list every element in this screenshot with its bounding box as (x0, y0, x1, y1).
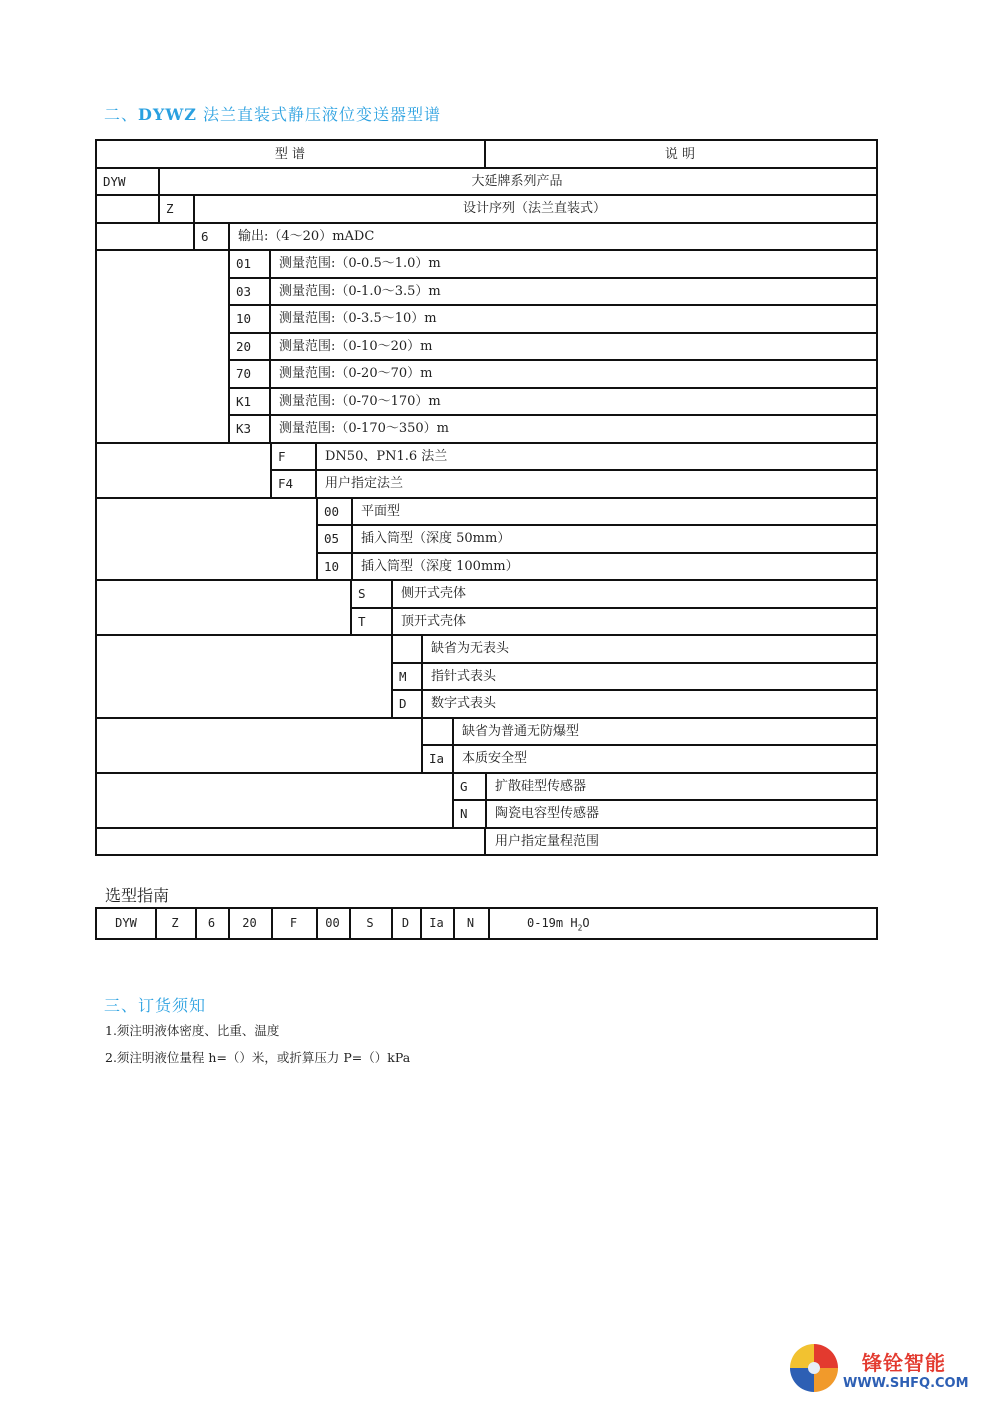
guide-cell-range: 20 (242, 916, 257, 930)
section-2-prefix: 二、 (104, 105, 139, 124)
spec-row-code: 03 (236, 284, 252, 299)
grid-line (391, 662, 393, 689)
guide-cell-type: 00 (325, 916, 340, 930)
grid-line (452, 717, 454, 744)
spec-row-code: 10 (236, 311, 252, 326)
grid-line (95, 442, 876, 444)
grid-line (391, 579, 393, 607)
spec-row-code: D (399, 696, 407, 711)
grid-line (485, 799, 487, 827)
grid-line (95, 222, 876, 224)
spec-row-description: 平面型 (361, 504, 401, 519)
range-sub: 2 (577, 923, 583, 933)
grid-line (391, 607, 393, 634)
guide-cell-z: Z (171, 916, 179, 930)
spec-row-code: 00 (324, 504, 340, 519)
spec-row-description: DN50、PN1.6 法兰 (325, 449, 448, 464)
grid-line (228, 332, 230, 359)
section-3-title: 三、订货须知 (104, 996, 207, 1015)
spec-row-description: 测量范围:（0-20～70）m (279, 366, 433, 381)
spec-row-code: N (460, 806, 468, 821)
range-suffix: O (582, 916, 590, 930)
model-spec-table (95, 139, 878, 856)
spec-row-code: K3 (236, 421, 252, 436)
spec-row-code: 01 (236, 256, 252, 271)
guide-cell-housing: S (366, 916, 374, 930)
grid-line (350, 607, 352, 634)
spec-row-description: 测量范围:（0-0.5～1.0）m (279, 256, 441, 271)
guide-cell-dyw: DYW (115, 916, 137, 930)
note-1: 1.须注明液体密度、比重、温度 (105, 1023, 280, 1038)
grid-line (351, 497, 353, 524)
grid-line (193, 222, 195, 249)
grid-line (315, 442, 317, 469)
spec-row-description: 数字式表头 (431, 696, 497, 711)
grid-line (270, 442, 272, 469)
spec-row-code: Z (166, 201, 174, 216)
spec-row-code: Ia (429, 751, 445, 766)
grid-line (95, 249, 876, 251)
grid-line (351, 552, 353, 579)
spec-row-description: 设计序列（法兰直装式） (462, 201, 606, 216)
company-name: 锋铨智能 (862, 1351, 946, 1375)
grid-line (316, 552, 318, 579)
spec-row-description: 测量范围:（0-1.0～3.5）m (279, 284, 441, 299)
spec-row-description: 输出:（4～20）mADC (238, 229, 375, 244)
grid-line (421, 717, 423, 744)
spec-row-code: F (278, 449, 286, 464)
grid-line (391, 689, 393, 717)
grid-line (228, 222, 230, 249)
grid-line (269, 387, 271, 414)
guide-cell-sensor: N (466, 916, 475, 930)
grid-line (228, 414, 230, 442)
selection-guide-table (95, 907, 878, 940)
grid-line (421, 689, 423, 717)
grid-line (315, 469, 317, 497)
guide-cell-range-value (527, 909, 590, 942)
section-2-code: DYWZ (138, 105, 197, 124)
spec-row-description: 扩散硅型传感器 (495, 779, 587, 794)
spec-row-description: 测量范围:（0-10～20）m (279, 339, 433, 354)
grid-line (391, 634, 393, 662)
grid-line (316, 497, 318, 524)
grid-line (270, 469, 272, 497)
section-2-rest: 法兰直装式静压液位变送器型谱 (196, 105, 442, 124)
grid-line (488, 907, 490, 940)
company-url: WWW.SHFQ.COM (843, 1376, 969, 1391)
grid-line (269, 359, 271, 387)
grid-line (269, 332, 271, 359)
grid-line (452, 772, 454, 799)
spec-row-description: 顶开式壳体 (401, 614, 467, 629)
spec-row-description: 用户指定量程范围 (495, 834, 600, 849)
grid-line (228, 387, 230, 414)
spec-row-code: 10 (324, 559, 340, 574)
guide-title: 选型指南 (105, 886, 170, 905)
range-prefix: 0-19m H (527, 916, 578, 930)
spec-row-code: 05 (324, 531, 340, 546)
note-2: 2.须注明液位量程 h=（）米，或折算压力 P=（）kPa (105, 1050, 411, 1065)
grid-line (421, 634, 423, 662)
section-2-title (104, 102, 441, 125)
spec-row-description: 插入筒型（深度 50mm） (361, 531, 511, 546)
grid-line (269, 414, 271, 442)
spec-row-description: 侧开式壳体 (401, 586, 467, 601)
grid-line (350, 579, 352, 607)
spec-row-code: DYW (103, 174, 126, 189)
guide-cell-meter: D (401, 916, 410, 930)
grid-line (95, 497, 876, 499)
spec-row-description: 测量范围:（0-170～350）m (279, 421, 449, 436)
grid-line (269, 277, 271, 304)
guide-cell-explosion: Ia (429, 916, 444, 930)
spec-row-code: F4 (278, 476, 294, 491)
grid-line (421, 744, 423, 772)
spec-row-code: 70 (236, 366, 252, 381)
spec-row-code: G (460, 779, 468, 794)
spec-row-code: T (358, 614, 366, 629)
company-logo-icon (786, 1340, 842, 1396)
grid-line (228, 249, 230, 277)
spec-row-description: 测量范围:（0-70～170）m (279, 394, 441, 409)
spec-row-description: 用户指定法兰 (325, 476, 404, 491)
grid-line (316, 524, 318, 552)
grid-line (484, 827, 486, 854)
spec-row-description: 插入筒型（深度 100mm） (361, 559, 519, 574)
spec-row-description: 大延牌系列产品 (471, 174, 563, 189)
grid-line (421, 662, 423, 689)
spec-row-description: 测量范围:（0-3.5～10）m (279, 311, 437, 326)
spec-row-description: 本质安全型 (462, 751, 528, 766)
spec-row-code: 6 (201, 229, 209, 244)
grid-line (228, 359, 230, 387)
spec-row-description: 缺省为无表头 (431, 641, 510, 656)
grid-line (158, 194, 160, 222)
grid-line (351, 524, 353, 552)
grid-line (269, 304, 271, 332)
header-description: 说 明 (664, 147, 696, 162)
grid-line (269, 249, 271, 277)
grid-line (485, 772, 487, 799)
grid-line (228, 277, 230, 304)
grid-line (452, 799, 454, 827)
spec-row-code: 20 (236, 339, 252, 354)
guide-cell-flange: F (289, 916, 298, 930)
header-model: 型 谱 (274, 147, 306, 162)
spec-row-description: 缺省为普通无防爆型 (462, 724, 580, 739)
grid-line (452, 744, 454, 772)
spec-row-description: 指针式表头 (431, 669, 497, 684)
spec-row-description: 陶瓷电容型传感器 (495, 806, 600, 821)
spec-row-code: M (399, 669, 407, 684)
grid-line (228, 304, 230, 332)
spec-row-code: S (358, 586, 366, 601)
spec-row-code: K1 (236, 394, 252, 409)
guide-cell-output: 6 (207, 916, 216, 930)
